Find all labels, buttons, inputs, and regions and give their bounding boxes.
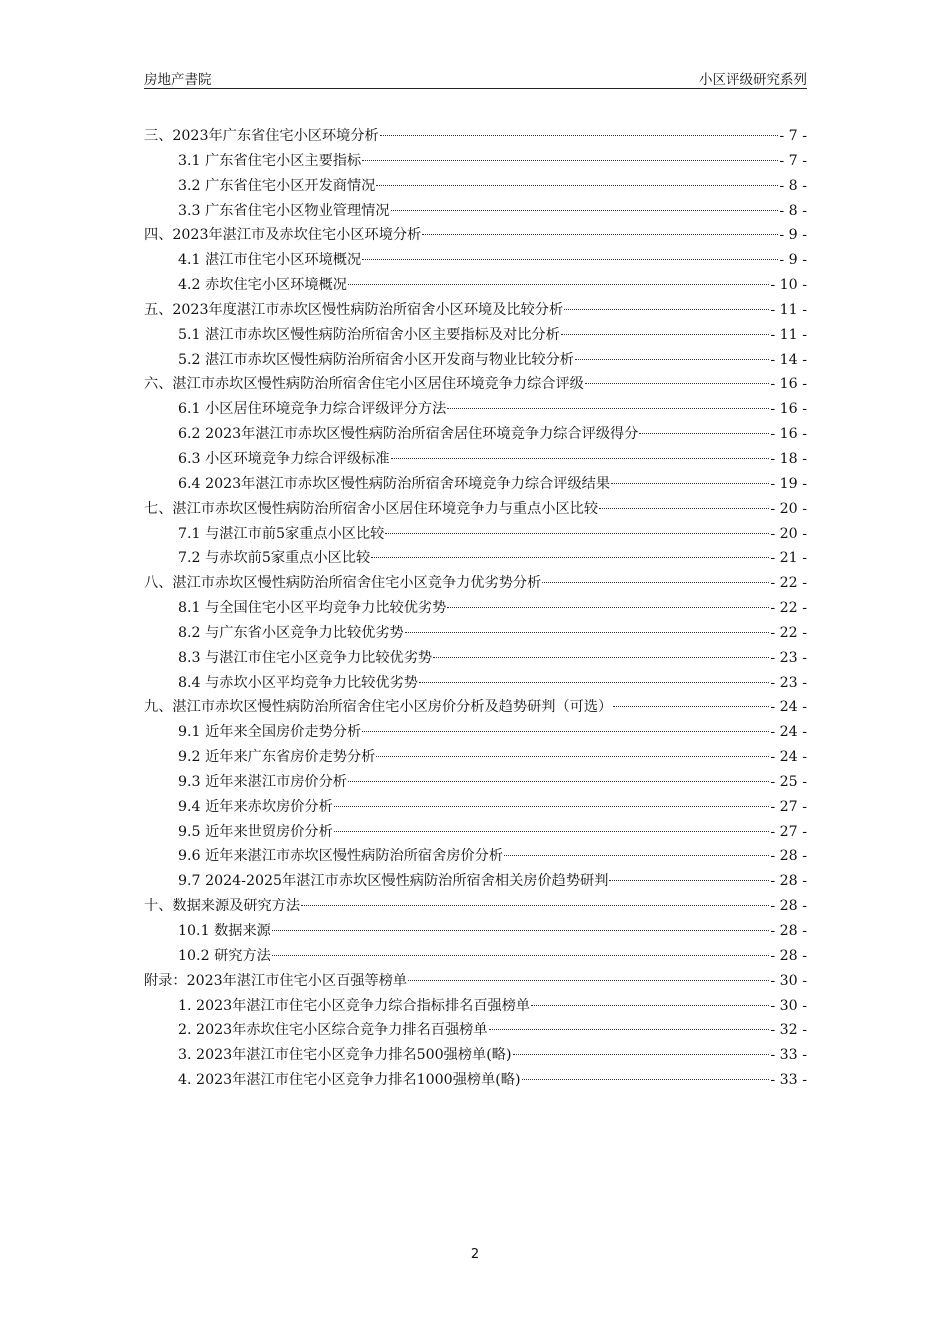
toc-entry-section[interactable]	[144, 1018, 807, 1043]
toc-entry-section[interactable]	[144, 770, 807, 795]
toc-entry-section[interactable]	[144, 199, 807, 224]
toc-entry-page: - 24 -	[770, 724, 807, 741]
toc-entry-chapter[interactable]	[144, 571, 807, 596]
toc-entry-label: 七、湛江市赤坎区慢性病防治所宿舍小区居住环境竞争力与重点小区比较	[144, 500, 599, 517]
toc-entry-page: - 28 -	[770, 898, 807, 915]
toc-dot-leader	[513, 1054, 770, 1055]
toc-entry-chapter[interactable]	[144, 223, 807, 248]
toc-entry-label: 3.3 广东省住宅小区物业管理情况	[178, 202, 390, 219]
toc-entry-section[interactable]	[144, 844, 807, 869]
toc-entry-section[interactable]	[144, 621, 807, 646]
toc-entry-label: 五、2023年度湛江市赤坎区慢性病防治所宿舍小区环境及比较分析	[144, 301, 564, 318]
toc-dot-leader	[419, 682, 769, 683]
toc-entry-page: - 28 -	[770, 848, 807, 865]
toc-dot-leader	[334, 806, 770, 807]
toc-entry-page: - 14 -	[770, 351, 807, 368]
toc-entry-label: 三、2023年广东省住宅小区环境分析	[144, 128, 379, 144]
toc-entry-label: 4.2 赤坎住宅小区环境概况	[178, 277, 347, 294]
toc-entry-section[interactable]	[144, 323, 807, 348]
toc-entry-section[interactable]	[144, 919, 807, 944]
toc-dot-leader	[348, 284, 769, 285]
toc-dot-leader	[599, 508, 769, 509]
toc-entry-label: 4.1 湛江市住宅小区环境概况	[178, 252, 362, 269]
toc-entry-page: - 16 -	[770, 401, 807, 418]
toc-entry-label: 4. 2023年湛江市住宅小区竞争力排名1000强榜单(略)	[178, 1072, 521, 1089]
toc-entry-label: 9.5 近年来世贸房价分析	[178, 823, 333, 840]
toc-entry-label: 十、数据来源及研究方法	[144, 898, 301, 915]
toc-entry-page: - 10 -	[770, 277, 807, 294]
toc-entry-section[interactable]	[144, 273, 807, 298]
toc-entry-page: - 33 -	[770, 1072, 807, 1089]
toc-entry-page: - 27 -	[770, 798, 807, 815]
toc-entry-page: - 22 -	[770, 624, 807, 641]
toc-entry-label: 6.2 2023年湛江市赤坎区慢性病防治所宿舍居住环境竞争力综合评级得分	[178, 426, 639, 443]
toc-dot-leader	[522, 1079, 770, 1080]
toc-entry-section[interactable]	[144, 248, 807, 273]
toc-entry-page: - 30 -	[770, 997, 807, 1014]
toc-entry-label: 6.4 2023年湛江市赤坎区慢性病防治所宿舍环境竞争力综合评级结果	[178, 475, 611, 492]
toc-entry-label: 9.2 近年来广东省房价走势分析	[178, 749, 376, 766]
toc-entry-label: 八、湛江市赤坎区慢性病防治所宿舍住宅小区竞争力优劣势分析	[144, 575, 542, 592]
toc-dot-leader	[301, 905, 769, 906]
toc-entry-page: - 33 -	[770, 1047, 807, 1064]
toc-entry-section[interactable]	[144, 546, 807, 571]
toc-entry-section[interactable]	[144, 174, 807, 199]
toc-entry-page: - 30 -	[770, 972, 807, 989]
toc-entry-label: 8.4 与赤坎小区平均竞争力比较优劣势	[178, 674, 418, 691]
toc-entry-page: - 22 -	[770, 575, 807, 592]
toc-dot-leader	[433, 657, 769, 658]
toc-entry-label: 8.2 与广东省小区竞争力比较优劣势	[178, 624, 404, 641]
toc-dot-leader	[447, 408, 769, 409]
toc-entry-label: 8.1 与全国住宅小区平均竞争力比较优劣势	[178, 600, 447, 617]
toc-dot-leader	[385, 533, 769, 534]
toc-entry-label: 7.2 与赤坎前5家重点小区比较	[178, 550, 371, 567]
toc-dot-leader	[561, 334, 770, 335]
toc-entry-page: - 23 -	[770, 649, 807, 666]
toc-entry-label: 3.2 广东省住宅小区开发商情况	[178, 177, 376, 194]
toc-dot-leader	[609, 880, 769, 881]
toc-entry-page: - 7 -	[779, 128, 807, 144]
toc-entry-section[interactable]	[144, 795, 807, 820]
toc-dot-leader	[447, 607, 769, 608]
toc-entry-page: - 8 -	[779, 202, 807, 219]
toc-entry-page: - 20 -	[770, 500, 807, 517]
toc-entry-section[interactable]	[144, 745, 807, 770]
toc-entry-label: 9.1 近年来全国房价走势分析	[178, 724, 362, 741]
toc-entry-section[interactable]	[144, 522, 807, 547]
toc-entry-section[interactable]	[144, 422, 807, 447]
toc-dot-leader	[272, 955, 769, 956]
toc-entry-page: - 7 -	[779, 152, 807, 169]
toc-entry-page: - 24 -	[770, 699, 807, 716]
toc-entry-label: 7.1 与湛江市前5家重点小区比较	[178, 525, 385, 542]
toc-entry-page: - 28 -	[770, 923, 807, 939]
toc-entry-page: - 9 -	[779, 227, 807, 244]
toc-entry-label: 10.2 研究方法	[178, 947, 271, 964]
toc-dot-leader	[613, 706, 769, 707]
toc-entry-page: - 8 -	[779, 177, 807, 194]
toc-entry-page: - 11 -	[770, 326, 807, 343]
toc-entry-label: 1. 2023年湛江市住宅小区竞争力综合指标排名百强榜单	[178, 997, 531, 1014]
page-header	[144, 66, 807, 89]
toc-dot-leader	[422, 234, 778, 235]
toc-entry-chapter[interactable]	[144, 894, 807, 919]
toc-entry-page: - 16 -	[770, 376, 807, 393]
toc-entry-label: 九、湛江市赤坎区慢性病防治所宿舍住宅小区房价分析及趋势研判（可选）	[144, 699, 613, 716]
toc-entry-label: 5.2 湛江市赤坎区慢性病防治所宿舍小区开发商与物业比较分析	[178, 351, 574, 368]
toc-entry-label: 10.1 数据来源	[178, 923, 271, 939]
toc-entry-page: - 25 -	[770, 773, 807, 790]
toc-entry-page: - 23 -	[770, 674, 807, 691]
toc-entry-section[interactable]	[144, 149, 807, 174]
toc-entry-page: - 9 -	[779, 252, 807, 269]
toc-dot-leader	[585, 383, 770, 384]
toc-dot-leader	[376, 185, 778, 186]
toc-entry-label: 3. 2023年湛江市住宅小区竞争力排名500强榜单(略)	[178, 1047, 512, 1064]
toc-dot-leader	[362, 160, 778, 161]
toc-dot-leader	[348, 781, 769, 782]
toc-entry-label: 9.3 近年来湛江市房价分析	[178, 773, 347, 790]
toc-entry-chapter[interactable]	[144, 298, 807, 323]
header-publisher: 房地产書院	[144, 72, 212, 88]
toc-entry-section[interactable]	[144, 348, 807, 373]
toc-entry-page: - 32 -	[770, 1022, 807, 1039]
toc-entry-chapter[interactable]	[144, 372, 807, 397]
toc-dot-leader	[371, 557, 769, 558]
toc-entry-page: - 28 -	[770, 947, 807, 964]
toc-entry-page: - 18 -	[770, 450, 807, 467]
toc-dot-leader	[380, 135, 779, 136]
toc-entry-section[interactable]	[144, 397, 807, 422]
toc-entry-chapter[interactable]	[144, 969, 807, 994]
toc-dot-leader	[531, 1005, 769, 1006]
toc-entry-page: - 28 -	[770, 873, 807, 890]
toc-dot-leader	[362, 259, 778, 260]
toc-dot-leader	[405, 632, 770, 633]
toc-dot-leader	[611, 483, 769, 484]
toc-entry-label: 附录：2023年湛江市住宅小区百强等榜单	[144, 972, 408, 989]
toc-entry-section[interactable]	[144, 472, 807, 497]
toc-dot-leader	[489, 1029, 770, 1030]
toc-entry-label: 8.3 与湛江市住宅小区竞争力比较优劣势	[178, 649, 433, 666]
toc-entry-section[interactable]	[144, 994, 807, 1019]
toc-entry-page: - 22 -	[770, 600, 807, 617]
toc-entry-section[interactable]	[144, 720, 807, 745]
toc-entry-label: 2. 2023年赤坎住宅小区综合竞争力排名百强榜单	[178, 1022, 488, 1039]
toc-entry-section[interactable]	[144, 820, 807, 845]
toc-entry-section[interactable]	[144, 596, 807, 621]
toc-entry-page: - 19 -	[770, 475, 807, 492]
toc-entry-chapter[interactable]	[144, 124, 807, 149]
toc-entry-label: 9.6 近年来湛江市赤坎区慢性病防治所宿舍房价分析	[178, 848, 504, 865]
toc-dot-leader	[504, 855, 769, 856]
toc-entry-section[interactable]	[144, 944, 807, 969]
toc-dot-leader	[376, 756, 769, 757]
toc-entry-label: 9.7 2024-2025年湛江市赤坎区慢性病防治所宿舍相关房价趋势研判	[178, 873, 609, 890]
toc-entry-section[interactable]	[144, 1068, 807, 1093]
toc-entry-chapter[interactable]	[144, 497, 807, 522]
toc-entry-section[interactable]	[144, 869, 807, 894]
page-number: 2	[470, 1247, 480, 1262]
toc-entry-chapter[interactable]	[144, 695, 807, 720]
toc-dot-leader	[334, 831, 770, 832]
toc-entry-page: - 27 -	[770, 823, 807, 840]
toc-entry-label: 9.4 近年来赤坎房价分析	[178, 798, 333, 815]
toc-dot-leader	[391, 210, 779, 211]
toc-entry-page: - 20 -	[770, 525, 807, 542]
toc-dot-leader	[272, 930, 769, 931]
toc-entry-page: - 16 -	[770, 426, 807, 443]
toc-entry-label: 3.1 广东省住宅小区主要指标	[178, 152, 362, 169]
toc-entry-section[interactable]	[144, 671, 807, 696]
toc-entry-page: - 21 -	[770, 550, 807, 567]
toc-dot-leader	[575, 359, 769, 360]
toc-dot-leader	[564, 309, 769, 310]
toc-entry-section[interactable]	[144, 646, 807, 671]
toc-entry-label: 6.1 小区居住环境竞争力综合评级评分方法	[178, 401, 447, 418]
toc-entry-label: 六、湛江市赤坎区慢性病防治所宿舍住宅小区居住环境竞争力综合评级	[144, 376, 584, 393]
toc-entry-label: 5.1 湛江市赤坎区慢性病防治所宿舍小区主要指标及对比分析	[178, 326, 560, 343]
toc-entry-page: - 24 -	[770, 749, 807, 766]
table-of-contents	[144, 124, 807, 1093]
toc-entry-section[interactable]	[144, 447, 807, 472]
toc-dot-leader	[639, 433, 769, 434]
toc-entry-section[interactable]	[144, 1043, 807, 1068]
toc-dot-leader	[408, 980, 769, 981]
toc-dot-leader	[391, 458, 770, 459]
header-series-title: 小区评级研究系列	[699, 72, 807, 88]
toc-entry-label: 四、2023年湛江市及赤坎住宅小区环境分析	[144, 227, 422, 244]
toc-entry-page: - 11 -	[770, 301, 807, 318]
toc-dot-leader	[362, 731, 769, 732]
toc-entry-label: 6.3 小区环境竞争力综合评级标准	[178, 450, 390, 467]
toc-dot-leader	[542, 582, 769, 583]
